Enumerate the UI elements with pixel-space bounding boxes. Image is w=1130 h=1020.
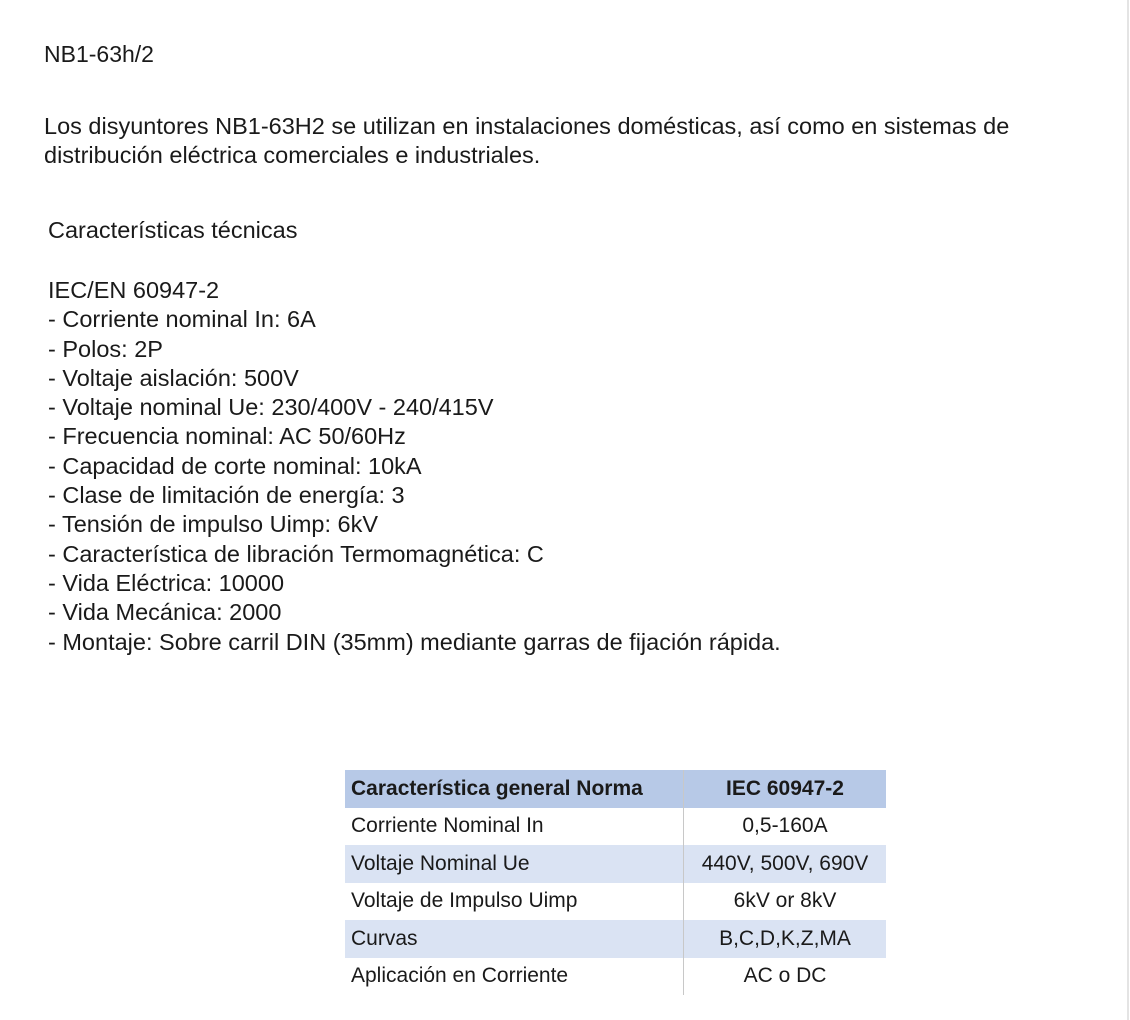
spec-item-trip-curve: - Característica de libración Termomagnética: C <box>48 540 781 569</box>
table-cell-label: Aplicación en Corriente <box>345 958 684 996</box>
spec-item-energy-class: - Clase de limitación de energía: 3 <box>48 481 781 510</box>
table-row <box>345 808 886 846</box>
spec-item-insulation-voltage: - Voltaje aislación: 500V <box>48 364 781 393</box>
table-cell-value: 440V, 500V, 690V <box>684 845 887 883</box>
table-cell-value: 0,5-160A <box>742 814 828 838</box>
table-header-standard: IEC 60947-2 <box>684 770 887 808</box>
table-row <box>345 958 886 996</box>
spec-item-breaking-capacity: - Capacidad de corte nominal: 10kA <box>48 452 781 481</box>
table-row <box>345 920 886 958</box>
table-header-characteristic: Característica general Norma <box>345 770 684 808</box>
spec-item-rated-voltage: - Voltaje nominal Ue: 230/400V - 240/415V <box>48 393 781 422</box>
table-row <box>345 845 886 883</box>
spec-standard: IEC/EN 60947-2 <box>48 277 220 303</box>
table-cell-value: 6kV or 8kV <box>733 889 837 913</box>
spec-item-impulse-voltage: - Tensión de impulso Uimp: 6kV <box>48 510 781 539</box>
table-cell-label: Voltaje de Impulso Uimp <box>345 883 684 921</box>
table-cell-value: B,C,D,K,Z,MA <box>684 920 887 958</box>
spec-list <box>48 276 781 657</box>
page-edge-divider <box>1127 0 1129 1020</box>
table-cell-value: AC o DC <box>743 964 827 988</box>
spec-item-frequency: - Frecuencia nominal: AC 50/60Hz <box>48 422 781 451</box>
spec-item-mounting: - Montaje: Sobre carril DIN (35mm) mediante garras de fijación rápida. <box>48 628 781 657</box>
spec-item-rated-current: - Corriente nominal In: 6A <box>48 305 781 334</box>
spec-item-poles: - Polos: 2P <box>48 335 781 364</box>
table-cell-label: Voltaje Nominal Ue <box>345 845 684 883</box>
spec-item-mechanical-life: - Vida Mecánica: 2000 <box>48 598 781 627</box>
table-cell-label: Corriente Nominal In <box>345 808 684 846</box>
spec-item-electrical-life: - Vida Eléctrica: 10000 <box>48 569 781 598</box>
table-header-row <box>345 770 886 808</box>
technical-heading: Características técnicas <box>48 217 298 243</box>
table-row <box>345 883 886 921</box>
table-cell-label: Curvas <box>345 920 684 958</box>
general-characteristics-table <box>345 770 886 995</box>
product-code: NB1-63h/2 <box>44 41 154 67</box>
product-description: Los disyuntores NB1-63H2 se utilizan en instalaciones domésticas, así como en sistemas de distribución eléctrica comerciales e industriales. <box>44 113 1010 168</box>
